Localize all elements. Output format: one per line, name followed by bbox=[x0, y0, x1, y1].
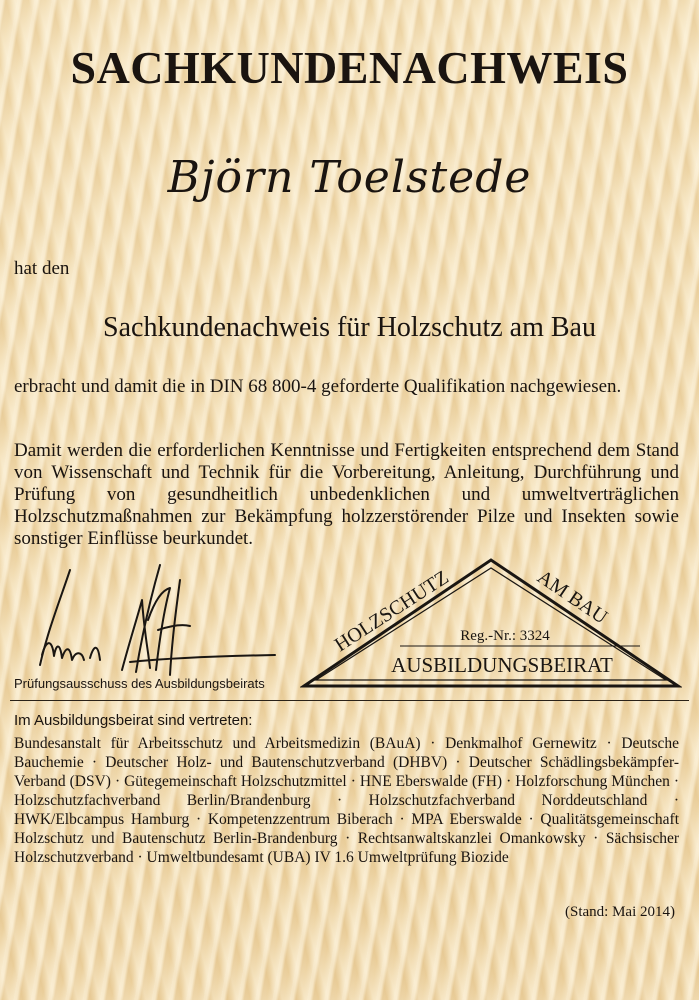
certificate-title: SACHKUNDENACHWEIS bbox=[70, 42, 629, 93]
stand-date: (Stand: Mai 2014) bbox=[565, 904, 675, 920]
members-heading: Im Ausbildungsbeirat sind vertreten: bbox=[14, 712, 253, 729]
qualification-paragraph: erbracht und damit die in DIN 68 800-4 geforderte Qualifikation nachgewiesen. bbox=[14, 376, 622, 397]
recipient-name: Björn Toelstede bbox=[167, 152, 532, 203]
members-list: Bundesanstalt für Arbeitsschutz und Arbeitsmedizin (BAuA) · Denkmalhof Gernewitz · Deutsche Bauchemie · Deutscher Holz- und Bautenschutzverband (DHBV) · Deutscher Schädlingsbekämpfer-Verband (DSV) · Gütegemeinschaft Holzschutzmittel · HNE Eberswalde (FH) · Holzforschung München · Holzschutzfachverband Berlin/Brandenburg · Holzschutzfachverband Norddeutschland · HWK/Elbcampus Hamburg · Kompetenzzentrum Biberach · MPA Eberswalde · Qualitätsgemeinschaft Holzschutz und Bautenschutz Berlin-Brandenburg · Rechtsanwaltskanzlei Omankowsky · Sächsischer Holzschutzverband · Umweltbundesamt (UBA) IV 1.6 Umweltprüfung Biozide bbox=[14, 735, 679, 866]
description-paragraph: Damit werden die erforderlichen Kenntnisse und Fertigkeiten entsprechend dem Stand von Wissenschaft und Technik für die Vorbereitung, Anleitung, Durchführung und Prüfung von gesundheitlich unbedenklichen und umweltverträglichen Holzschutzmaßnahmen zur Bekämpfung holzzerstörender Pilze und Insekten sowie sonstiger Einflüsse beurkundet. bbox=[14, 440, 679, 549]
stamp-reg-number: Reg.-Nr.: 3324 bbox=[460, 628, 550, 644]
stamp-right-text: AM BAU bbox=[533, 565, 612, 629]
certificate-subject: Sachkundenachweis für Holzschutz am Bau bbox=[103, 312, 596, 343]
stamp-bottom-text: AUSBILDUNGSBEIRAT bbox=[391, 653, 613, 677]
intro-text: hat den bbox=[14, 258, 70, 279]
signature-caption: Prüfungsausschuss des Ausbildungsbeirats bbox=[14, 676, 265, 691]
signature-graphic bbox=[30, 560, 280, 680]
stamp-seal bbox=[300, 556, 682, 690]
stamp-left-text: HOLZSCHUTZ bbox=[330, 566, 453, 657]
section-divider bbox=[10, 700, 689, 701]
